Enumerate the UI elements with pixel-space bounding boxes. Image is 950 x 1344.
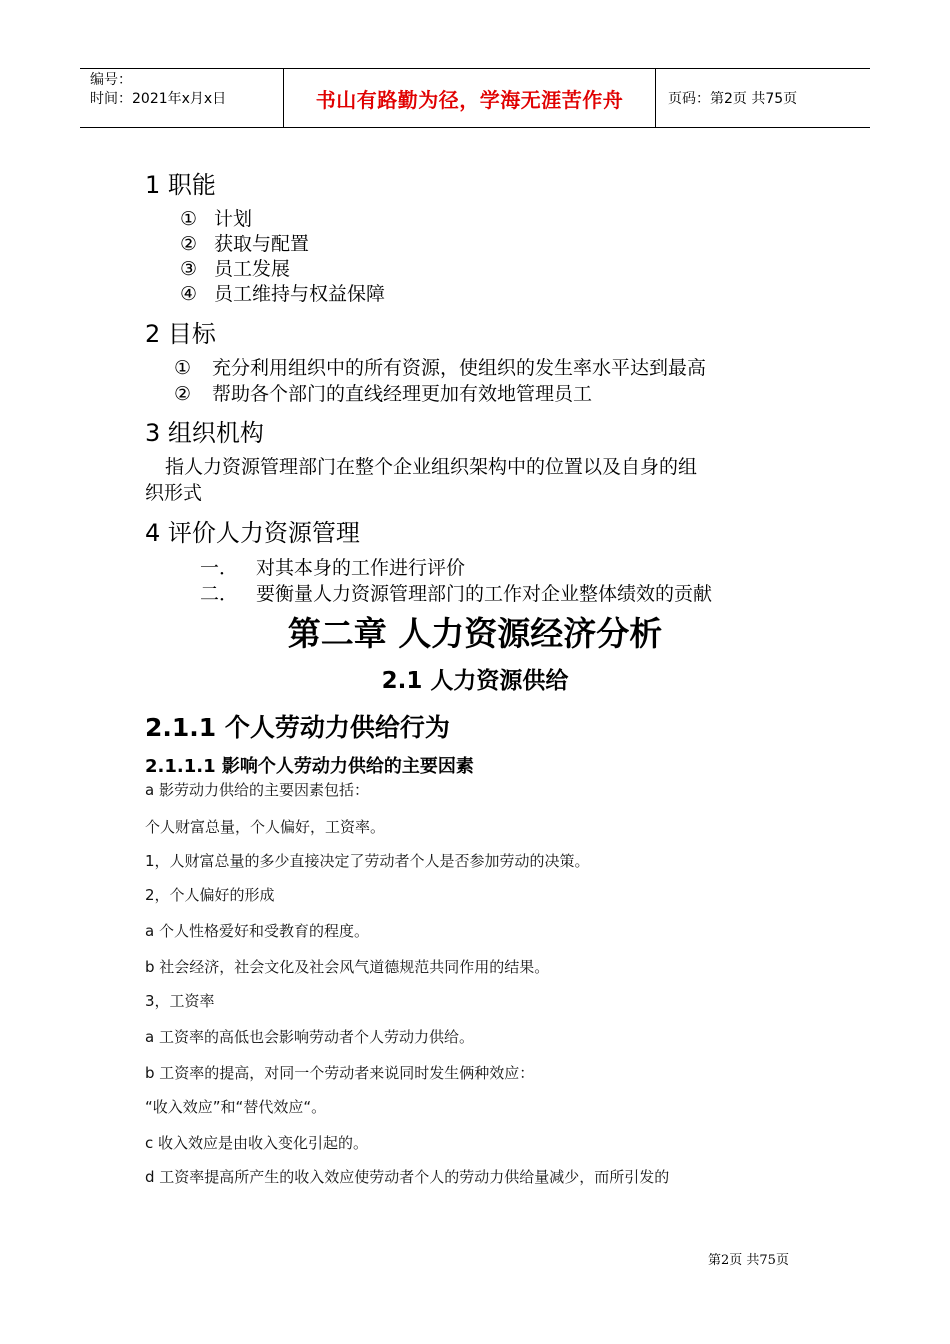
body-line: a 个人性格爱好和受教育的程度。 <box>145 922 369 940</box>
list-marker: ① <box>180 208 198 230</box>
page-footer: 第2页 共75页 <box>708 1253 789 1268</box>
list-text: 充分利用组织中的所有资源，使组织的发生率水平达到最高 <box>212 357 707 379</box>
header-time-label: 时间：2021年x月x日 <box>90 91 227 107</box>
section-heading-2-1-1: 2.1.1 个人劳动力供给行为 <box>145 713 450 742</box>
list-marker: ② <box>180 233 198 255</box>
body-line: 个人财富总量，个人偏好，工资率。 <box>145 818 386 836</box>
list-marker: ④ <box>180 283 198 305</box>
chapter-title: 第二章 人力资源经济分析 <box>287 614 663 653</box>
body-line: b 社会经济，社会文化及社会风气道德规范共同作用的结果。 <box>145 958 550 976</box>
body-line: “收入效应”和“替代效应“。 <box>145 1098 327 1116</box>
list-marker: 一． <box>200 557 239 579</box>
body-line: 2，个人偏好的形成 <box>145 886 275 904</box>
list-text: 员工维持与权益保障 <box>214 283 386 305</box>
section-3-title: 3 组织机构 <box>145 419 264 447</box>
list-text: 对其本身的工作进行评价 <box>256 557 466 579</box>
list-marker: ② <box>174 383 192 405</box>
header-number-label: 编号： <box>90 72 132 88</box>
list-item <box>180 204 252 231</box>
body-line: a 工资率的高低也会影响劳动者个人劳动力供给。 <box>145 1028 474 1046</box>
page-header <box>80 68 870 128</box>
list-text: 员工发展 <box>214 258 291 280</box>
list-item <box>180 254 290 281</box>
body-line: b 工资率的提高，对同一个劳动者来说同时发生俩种效应： <box>145 1064 535 1082</box>
list-text: 帮助各个部门的直线经理更加有效地管理员工 <box>212 383 593 405</box>
paragraph-line: 指人力资源管理部门在整个企业组织架构中的位置以及自身的组 <box>165 456 698 478</box>
body-line: 1，人财富总量的多少直接决定了劳动者个人是否参加劳动的决策。 <box>145 852 590 870</box>
list-text: 计划 <box>214 208 253 230</box>
list-marker: ③ <box>180 258 198 280</box>
body-line: d 工资率提高所产生的收入效应使劳动者个人的劳动力供给量减少，而所引发的 <box>145 1168 670 1186</box>
list-text: 要衡量人力资源管理部门的工作对企业整体绩效的贡献 <box>256 583 713 605</box>
list-text: 获取与配置 <box>214 233 310 255</box>
section-heading-2-1-1-1: 2.1.1.1 影响个人劳动力供给的主要因素 <box>145 756 474 777</box>
list-item <box>180 279 385 306</box>
list-item <box>180 229 309 256</box>
body-line: 3，工资率 <box>145 992 215 1010</box>
header-motto: 书山有路勤为径，学海无涯苦作舟 <box>283 69 656 127</box>
body-line: c 收入效应是由收入变化引起的。 <box>145 1134 369 1152</box>
list-item <box>174 379 592 406</box>
section-heading-2-1: 2.1 人力资源供给 <box>381 668 569 694</box>
body-line: a 影劳动力供给的主要因素包括： <box>145 781 369 799</box>
list-marker: 二． <box>200 583 239 605</box>
list-item <box>200 553 465 580</box>
list-marker: ① <box>174 357 192 379</box>
list-item <box>200 579 712 606</box>
paragraph-line: 织形式 <box>145 482 203 504</box>
header-meta <box>80 69 283 127</box>
section-2-title: 2 目标 <box>145 320 216 348</box>
section-4-title: 4 评价人力资源管理 <box>145 519 360 547</box>
header-page-label: 页码：第2页 共75页 <box>668 91 798 107</box>
list-item <box>174 353 706 380</box>
section-1-title: 1 职能 <box>145 171 216 199</box>
